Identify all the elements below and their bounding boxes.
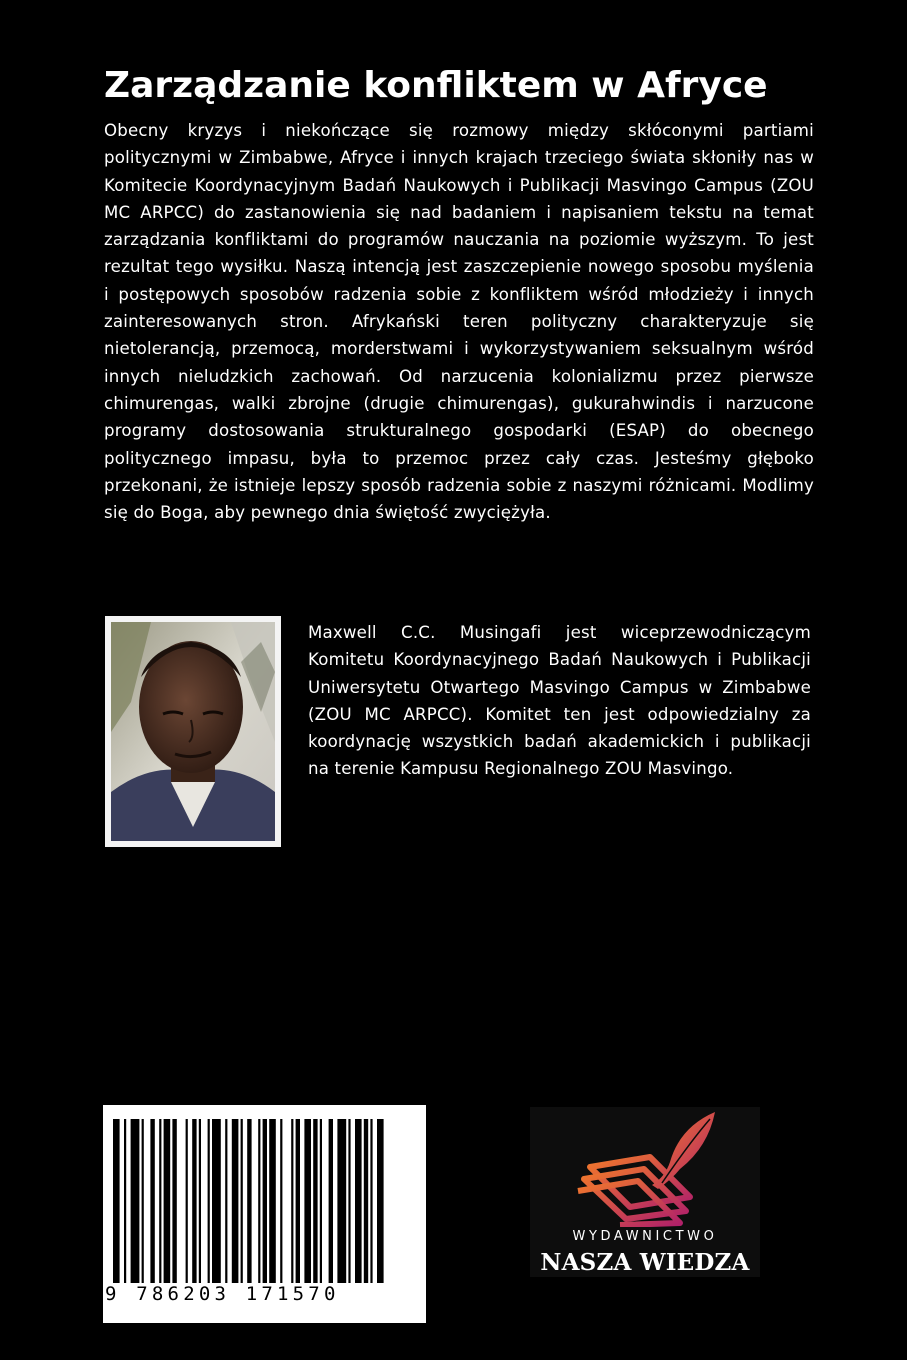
isbn-barcode — [103, 1105, 426, 1323]
barcode-bar — [241, 1119, 243, 1283]
barcode-bar — [208, 1119, 210, 1283]
barcode-bar — [159, 1119, 161, 1283]
book-title: Zarządzanie konfliktem w Afryce — [104, 65, 768, 106]
barcode-bar — [377, 1119, 384, 1283]
barcode-bar — [124, 1119, 126, 1283]
author-bio: Maxwell C.C. Musingafi jest wiceprzewodniczącym Komitetu Koordynacyjnego Badań Naukowych i Publikacji Uniwersytetu Otwartego Masvingo Campus w Zimbabwe (ZOU MC ARPCC). Komitet ten jest odpowiedzialny za koordynację wszystkich badań akademickich i publikacji na terenie Kampusu Regionalnego ZOU Masvingo. — [308, 623, 811, 779]
book-description: Obecny kryzys i niekończące się rozmowy między skłóconymi partiami politycznymi w Zimbabwe, Afryce i innych krajach trzeciego świata skłoniły nas w Komitecie Koordynacyjnym Badań Naukowych i Publikacji Masvingo Campus (ZOU MC ARPCC) do zastanowienia się nad badaniem i napisaniem tekstu na temat zarządzania konfliktami do programów nauczania na poziomie wyższym. To jest rezultat tego wysiłku. Naszą intencją jest zaszczepienie nowego sposobu myślenia i postępowych sposobów radzenia sobie z konfliktem wśród młodzieży i innych zainteresowanych stron. Afrykański teren polityczny charakteryzuje się nietolerancją, przemocą, morderstwami i wykorzystywaniem seksualnym wśród innych nieludzkich zachowań. Od narzucenia kolonializmu przez pierwsze chimurengas, walki zbrojne (drugie chimurengas), gukurahwindis i narzucone programy dostosowania strukturalnego gospodarki (ESAP) do obecnego politycznego impasu, była to przemoc przez cały czas. Jesteśmy głęboko przekonani, że istnieje lepszy sposób radzenia sobie z naszymi różnicami. Modlimy się do Boga, aby pewnego dnia świętość zwyciężyła. — [104, 121, 814, 523]
barcode-bar — [131, 1119, 140, 1283]
barcode-bar — [199, 1119, 201, 1283]
barcode-bar — [164, 1119, 171, 1283]
barcode-bar — [172, 1119, 176, 1283]
barcode-bar — [269, 1119, 276, 1283]
barcode-bar — [337, 1119, 346, 1283]
publisher-label: WYDAWNICTWO — [572, 1229, 718, 1244]
barcode-bar — [355, 1119, 362, 1283]
barcode-bar — [113, 1119, 120, 1283]
barcode-bar — [150, 1119, 154, 1283]
barcode-bar — [232, 1119, 239, 1283]
barcode-bar — [186, 1119, 188, 1283]
barcode-bar — [142, 1119, 144, 1283]
barcode-bar — [296, 1119, 300, 1283]
barcode-bars — [103, 1105, 426, 1295]
isbn-digits: 9 786203 171570 — [105, 1283, 340, 1305]
publisher-name: NASZA WIEDZA — [540, 1249, 750, 1276]
author-portrait — [111, 622, 275, 841]
barcode-bar — [320, 1119, 322, 1283]
barcode-bar — [258, 1119, 260, 1283]
book-and-quill-icon — [530, 1107, 760, 1227]
author-photo — [105, 616, 281, 847]
barcode-bar — [304, 1119, 311, 1283]
barcode-bar — [313, 1119, 317, 1283]
barcode-bar — [225, 1119, 227, 1283]
barcode-bar — [212, 1119, 221, 1283]
barcode-bar — [263, 1119, 267, 1283]
barcode-bar — [247, 1119, 251, 1283]
barcode-bar — [370, 1119, 372, 1283]
publisher-logo — [530, 1107, 760, 1277]
barcode-bar — [192, 1119, 196, 1283]
barcode-bar — [291, 1119, 293, 1283]
barcode-bar — [364, 1119, 368, 1283]
barcode-bar — [280, 1119, 282, 1283]
barcode-bar — [329, 1119, 333, 1283]
barcode-bar — [348, 1119, 350, 1283]
